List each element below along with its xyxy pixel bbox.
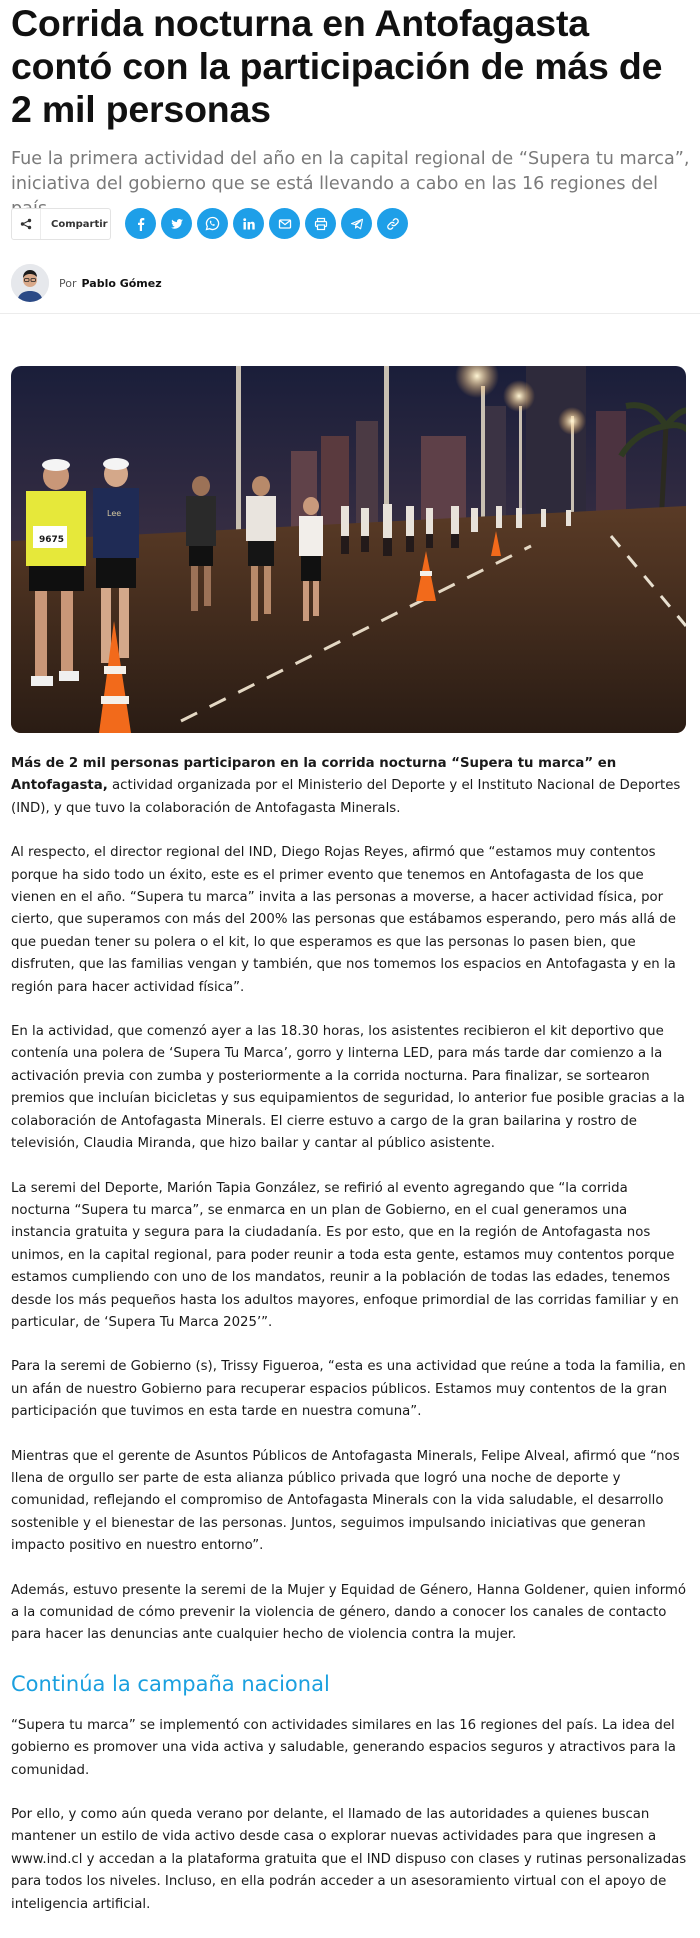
link-icon[interactable] — [377, 208, 408, 239]
byline-prefix: Por — [59, 276, 77, 290]
share-button[interactable] — [11, 208, 111, 240]
author-name[interactable]: Pablo Gómez — [81, 276, 162, 290]
section-heading: Continúa la campaña nacional — [11, 1671, 330, 1696]
article-photo — [11, 366, 686, 733]
article-subtitle: Fue la primera actividad del año en la capital regional de “Supera tu marca”, iniciativa del gobierno que se está llevando a cabo en las 16 regiones del — [11, 149, 690, 194]
lead-text: Más de 2 mil personas participaron en la corrida nocturna “Supera tu marca” en Antofagasta, — [11, 756, 617, 794]
author-byline — [11, 262, 691, 304]
linkedin-icon[interactable] — [233, 208, 264, 239]
paragraph-4: La seremi del Deporte, Marión Tapia González, se refirió al evento agregando que “la corrida nocturna “Supera tu marca”, se enmarca en un plan de Gobierno, en el cual generamos una instancia gratuita y segura para la ciudadanía. Es por esto, que en la región de Antofagasta nos unimos, en la capital regional, para poder reunir a toda esta gente, estamos muy contentos porque estamos cumpliendo con uno de los mandatos, reunir a la población de todas las edades, tenemos desde los más pequeños hasta los adultos mayores, enfoque primordial de las corridas familiar y en particular, de ‘Supera Tu Marca 2025’”. — [11, 1180, 679, 1330]
paragraph-2: Al respecto, el director regional del IND, Diego Rojas Reyes, afirmó que “estamos muy contentos porque ha sido todo un éxito, este es el primer evento que tenemos en Antofagasta de los que vienen en el año. “Supera tu marca” invita a las personas a moverse, a hacer actividad física, por cierto, que superamos con más del 200% las personas que estábamos esperando, pero más allá de que puedan tener su polera o el kit, lo que esperamos es que las personas lo pasen bien, que disfruten, que las familias vengan y también, que nos tomemos los espacios en Antofagasta y en la región para hacer actividad física”. — [11, 845, 676, 995]
avatar[interactable] — [11, 264, 49, 302]
telegram-icon[interactable] — [341, 208, 372, 239]
twitter-icon[interactable] — [161, 208, 192, 239]
runner-bib-number: 9675 — [39, 535, 65, 545]
share-bar — [11, 208, 691, 240]
paragraph-7: Además, estuvo presente la seremi de la Mujer y Equidad de Género, Hanna Goldener, quien informó a la comunidad de cómo prevenir la violencia de género, dando a conocer los canales de contacto para hacer las denuncias ante cualquier hecho de violencia contra la mujer. — [11, 1582, 687, 1643]
email-icon[interactable] — [269, 208, 300, 239]
paragraph-1-text: actividad organizada por el Ministerio del Deporte y el Instituto Nacional de Deportes (IND), y que tuvo la colaboración de Antofagasta Minerals. — [11, 778, 681, 816]
header-divider — [0, 313, 700, 314]
paragraph-3: En la actividad, que comenzó ayer a las 18.30 horas, los asistentes recibieron el kit deportivo que contenía una polera de ‘Supera Tu Marca’, gorro y linterna LED, para más tarde dar comienzo a la activación previa con zumba y posteriormente a la corrida nocturna. Para finalizar, se sortearon premios que incluían bicicletas y sus equipamientos de seguridad, lo anterior fue posible gracias a la colaboración de Antofagasta Minerals. El cierre estuvo a cargo de la gran bailarina y rostro de televisión, Claudia Miranda, que hizo bailar y cantar al público asistente. — [11, 1024, 685, 1152]
article-title: Corrida nocturna en Antofagasta contó con la participación de más de 2 mil personas — [11, 2, 663, 130]
section-paragraph-1: “Supera tu marca” se implementó con actividades similares en las 16 regiones del país. La idea del gobierno es promover una vida activa y saludable, generando espacios seguros y atractivos para la comunidad. — [11, 1717, 676, 1778]
article-body — [11, 753, 687, 1938]
runner-shirt-text: Lee — [107, 509, 122, 518]
paragraph-1 — [11, 753, 687, 820]
print-icon[interactable] — [305, 208, 336, 239]
paragraph-5: Para la seremi de Gobierno (s), Trissy Figueroa, “esta es una actividad que reúne a toda la familia, en un afán de nuestro Gobierno para recuperar espacios públicos. Estamos muy contentos de la gran participación que tuvimos en esta tarde en nuestra comuna”. — [11, 1359, 686, 1420]
whatsapp-icon[interactable] — [197, 208, 228, 239]
share-icon — [12, 209, 41, 239]
share-label: Compartir — [51, 218, 108, 230]
paragraph-6: Mientras que el gerente de Asuntos Públicos de Antofagasta Minerals, Felipe Alveal, afirmó que “nos llena de orgullo ser parte de esta alianza público privada que logró una noche de deporte y comunidad, reflejando el compromiso de Antofagasta Minerals con la vida saludable, el desarrollo sostenible y el bienestar de las personas. Juntos, seguimos impulsando iniciativas que generan impacto positivo en nuestro entorno”. — [11, 1448, 680, 1554]
section-paragraph-2: Por ello, y como aún queda verano por delante, el llamado de las autoridades a quienes buscan mantener un estilo de vida activo desde casa o explorar nuevas actividades para que ingresen a www.ind.cl y accedan a la plataforma gratuita que el IND dispuso con clases y rutinas personalizadas para todos los niveles. Incluso, en ella podrán acceder a un asesoramiento virtual con el apoyo de inteligencia artificial. — [11, 1807, 687, 1912]
facebook-icon[interactable] — [125, 208, 156, 239]
share-networks — [125, 208, 408, 239]
